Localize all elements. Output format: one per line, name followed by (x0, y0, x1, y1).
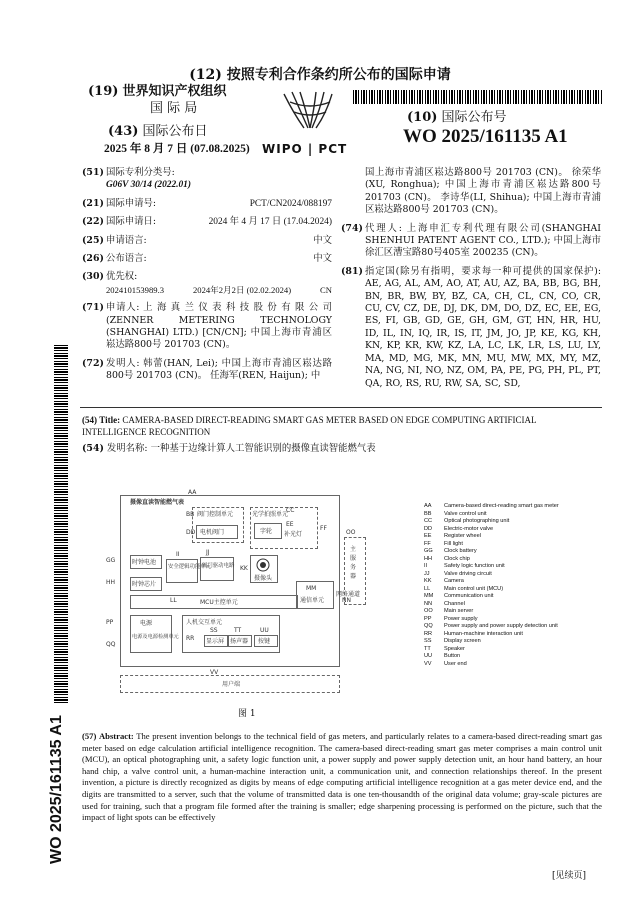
title-en-text: CAMERA-BASED DIRECT-READING SMART GAS METER BASED ON EDGE COMPUTING ARTIFICIAL INTELLIGENCE RECOGNITION (82, 415, 537, 438)
field-num: (22) (82, 216, 104, 228)
pubno-label: 国际公布号 (441, 110, 507, 125)
marker-bb: BB (186, 511, 195, 518)
legend-item (424, 548, 559, 556)
field-value: G06V 30/14 (2022.01) (106, 180, 191, 191)
title-zh (82, 443, 602, 455)
legend-item (424, 533, 559, 541)
field-71 (82, 302, 332, 352)
field-value: 2024 年 4 月 17 日 (17.04.2024) (208, 217, 332, 228)
display-label: 显示屏 (206, 638, 225, 645)
legend-item (424, 511, 559, 519)
legend-key: CC (424, 518, 433, 524)
field-num: (57) (82, 731, 97, 741)
legend-key: NN (424, 600, 433, 607)
marker-rr: RR (186, 635, 195, 642)
marker-qq: QQ (106, 641, 116, 648)
fill-light-label: 补光灯 (284, 531, 303, 538)
speaker-label: 扬声器 (230, 638, 249, 645)
field-74 (341, 223, 601, 260)
legend-value: Button (444, 653, 461, 659)
legend-key: OO (424, 608, 433, 614)
legend-key: AA (424, 503, 432, 509)
legend-item (424, 601, 559, 609)
document-title: (12) 按照专利合作条约所公布的国际申请 (189, 67, 451, 83)
marker-aa: AA (188, 489, 197, 496)
legend-value: Fill light (444, 540, 463, 547)
field-value: 中文 (313, 234, 332, 246)
wipo-logo (270, 88, 350, 148)
applicant-text: 申请人: 上 海 真 兰 仪 表 科 技 股 份 有 限 公 司 (ZENNER METERING TECHNOLOGY (SHANGHAI) LTD.) [CN/CN]; 中国上海市青浦区崧达路800号 201703 (CN)。 (106, 302, 332, 351)
field-num: (51) (82, 167, 104, 178)
legend-item (424, 593, 559, 601)
field-num: (26) (82, 253, 104, 265)
legend-item (424, 661, 559, 669)
legend-value: Speaker (444, 645, 465, 652)
power-detect-label: 电源及电源检测单元 (132, 634, 179, 640)
figure-1 (100, 485, 420, 715)
field-81 (341, 266, 601, 390)
right-column (341, 167, 601, 390)
clock-chip-label: 时钟芯片 (132, 581, 157, 588)
field-51 (82, 167, 332, 192)
legend-item (424, 578, 559, 586)
marker-ff: FF (320, 525, 327, 532)
legend-value: Main server (444, 608, 474, 614)
legend-item (424, 541, 559, 549)
field-30 (82, 271, 332, 283)
legend-item (424, 503, 559, 511)
legend-item (424, 563, 559, 571)
marker-gg: GG (106, 557, 116, 564)
legend-value: Valve driving circuit (444, 570, 492, 577)
title-en-label: Title: (99, 415, 121, 425)
legend-key: BB (424, 510, 432, 517)
register-label: 字轮 (260, 528, 273, 535)
field-num: (25) (82, 234, 104, 246)
valve-motor-label: 电机阀门 (200, 529, 225, 536)
field-num: (72) (82, 357, 104, 369)
legend-value: Clock battery (444, 548, 477, 554)
legend-key: II (424, 563, 428, 569)
pubno-label-row (407, 110, 507, 126)
field-num: (54) (82, 415, 97, 425)
legend-item (424, 586, 559, 594)
clock-battery-label: 时钟电池 (132, 559, 157, 566)
legend-value: Optical photographing unit (444, 518, 510, 524)
field-26 (82, 253, 332, 265)
optical-unit-label: 光学拍照单元 (252, 511, 289, 518)
field-num: (74) (341, 222, 363, 234)
legend-item (424, 631, 559, 639)
designated-text: 指定国(除另有指明，要求每一种可提供的国家保护): AE, AG, AL, AM, AO, AT, AU, AZ, BA, BB, BG, BH, BN, BR, BW, BY, BZ, CA, CH, CL, CN, CO, CR, CU, CV, CZ, DE, DJ, DK, DM, DO, DZ, EC, EE, EG, ES, FI, GB, GD, GE, GH, GM, GT, HN, HR, HU, ID, IL, IN, IQ, IR, IS, IT, JM, JO, JP, KE, KG, KH, KN, KP, KR, KW, KZ, LA, LC, LK, LR, LS, LU, LY, MA, MD, MG, MK, MN, MU, MW, MX, MY, MZ, NA, NG, NI, NO, NZ, OM, PA, PE, PG, PH, PL, PT, QA, RO, RS, RU, RW, SA, SC, SD, (365, 265, 601, 389)
marker-mm: MM (306, 585, 317, 592)
camera-label: 摄像头 (254, 575, 273, 582)
field-value: PCT/CN2024/088197 (249, 198, 332, 209)
org-num: (19) (88, 84, 119, 99)
field-label: 国际申请日: (106, 216, 157, 228)
channel-label: 网络通道 (336, 591, 361, 598)
field-label: 优先权: (106, 271, 138, 283)
legend-key: PP (424, 615, 432, 622)
camera-icon (256, 557, 270, 576)
legend-value: Clock chip (444, 555, 470, 562)
title-en (82, 414, 602, 439)
title-zh-label: 发明名称: (106, 443, 148, 454)
legend-value: Communication unit (444, 593, 494, 599)
valve-drive-label: 阀门驱动电路 (202, 563, 235, 569)
marker-oo: OO (346, 529, 356, 536)
legend-item (424, 638, 559, 646)
button-label: 按键 (258, 638, 271, 645)
field-label: 公布语言: (106, 253, 147, 265)
legend-item (424, 518, 559, 526)
user-end-label: 用户端 (222, 681, 241, 688)
legend-value: Human-machine interaction unit (444, 630, 523, 637)
marker-vv: VV (210, 669, 219, 676)
marker-ll: LL (170, 597, 177, 604)
legend-key: JJ (424, 570, 430, 577)
wipo-emblem-icon (270, 88, 350, 148)
legend-value: Camera-based direct-reading smart gas meter (444, 503, 559, 509)
legend-item (424, 556, 559, 564)
pubdate-label: 国际公布日 (142, 124, 208, 139)
meter-box-title: 摄像直读智能燃气表 (130, 499, 185, 506)
field-label: 申请语言: (106, 234, 147, 246)
marker-dd: DD (186, 529, 196, 536)
legend-key: FF (424, 540, 431, 547)
inventors-continued: 国上海市青浦区崧达路800号 201703 (CN)。 徐荣华(XU, Ronghua); 中国上海市青浦区崧达路800号 201703 (CN)。 李诗华(LI, Shihua); 中国上海市青浦区崧达路800号 201703 (CN)。 (365, 167, 601, 216)
legend-key: TT (424, 645, 431, 652)
pubno-num: (10) (407, 110, 438, 125)
legend-key: DD (424, 525, 433, 532)
legend-item (424, 526, 559, 534)
legend-value: Display screen (444, 638, 481, 644)
legend-item (424, 571, 559, 579)
wipo-logo-text: WIPO | PCT (262, 142, 348, 156)
valve-unit-label: 阀门控制单元 (197, 511, 234, 518)
title-zh-text: 一种基于边缘计算人工智能识别的摄像直读智能燃气表 (150, 443, 376, 454)
legend-value: Channel (444, 600, 465, 607)
inventors-text: 发明人: 韩蕾(HAN, Lei); 中国上海市青浦区崧达路800号 201703 (CN)。 任海军(REN, Haijun); 中 (106, 357, 332, 382)
marker-uu: UU (260, 627, 269, 634)
legend-value: User end (444, 660, 467, 667)
abstract (82, 731, 602, 824)
legend-value: Valve control unit (444, 510, 487, 517)
marker-ee: EE (286, 521, 294, 528)
field-num: (71) (82, 302, 104, 314)
continued-note: [见续页] (552, 871, 587, 881)
marker-hh: HH (106, 579, 116, 586)
org-name: 世界知识产权组织 (122, 84, 227, 99)
legend-key: UU (424, 653, 433, 659)
priority-number: 202410153989.3 (106, 284, 165, 295)
comm-label: 通信单元 (300, 597, 325, 604)
legend-key: KK (424, 578, 432, 584)
legend-value: Camera (444, 578, 464, 584)
field-num: (21) (82, 197, 104, 209)
field-num: (54) (82, 443, 104, 454)
field-25 (82, 235, 332, 247)
pubno-value: WO 2025/161135 A1 (403, 126, 568, 147)
legend-key: GG (424, 548, 433, 554)
legend-value: Safety logic function unit (444, 563, 505, 569)
legend-key: EE (424, 533, 432, 539)
org-block (88, 84, 227, 100)
marker-jj: JJ (206, 549, 210, 556)
power-label: 电源 (140, 620, 153, 627)
pubdate-value: 2025 年 8 月 7 日 (07.08.2025) (104, 143, 250, 155)
field-num: (30) (82, 271, 104, 283)
field-22 (82, 216, 332, 228)
legend-item (424, 646, 559, 654)
safety-label: 安全逻辑功能单元 (168, 564, 212, 570)
server-label: 主服务器 (350, 546, 357, 580)
legend-key: SS (424, 638, 432, 644)
marker-nn: NN (342, 597, 351, 604)
field-value: 中文 (313, 253, 332, 265)
hmi-label: 人机交互单元 (186, 619, 223, 626)
abstract-label: Abstract: (98, 731, 134, 741)
priority-country: CN (320, 284, 332, 295)
legend-key: MM (424, 593, 434, 599)
pubdate-num: (43) (108, 124, 139, 139)
priority-row (82, 284, 332, 296)
legend-item (424, 623, 559, 631)
marker-ss: SS (210, 627, 218, 634)
figure-caption: 图 1 (238, 709, 256, 719)
barcode-top (353, 90, 603, 104)
field-label: 国际专利分类号: (106, 167, 175, 178)
field-num: (81) (341, 265, 363, 277)
legend-item (424, 653, 559, 661)
marker-cc: CC (286, 507, 295, 514)
mcu-label: MCU主控单元 (200, 599, 238, 606)
legend-value: Power supply (444, 615, 478, 622)
legend-key: LL (424, 585, 431, 592)
side-pub-number: WO 2025/161135 A1 (48, 715, 65, 864)
figure-legend (424, 503, 559, 668)
marker-tt: TT (234, 627, 242, 634)
marker-pp: PP (106, 619, 114, 626)
legend-value: Main control unit (MCU) (444, 585, 504, 592)
legend-value: Register wheel (444, 533, 481, 539)
field-label: 国际申请号: (106, 197, 157, 209)
legend-item (424, 616, 559, 624)
priority-date: 2024年2月2日 (02.02.2024) (192, 284, 292, 295)
legend-value: Electric-motor valve (444, 525, 494, 532)
field-21 (82, 198, 332, 210)
legend-key: HH (424, 555, 433, 562)
marker-ii: II (176, 551, 180, 558)
field-72 (82, 358, 332, 383)
abstract-text: The present invention belongs to the technical field of gas meters, and particularly relates to a camera-based direct-reading smart gas meter based on edge calculation artificial intelligence recognition. The camera-based direct-reading smart gas meter comprises a main control unit (MCU), an optical photographing unit, a safety logic function unit, a power supply and power supply detection unit, an hour hand battery, an hour hand chip, a valve control unit, a human-machine interaction unit, a communication unit, and connection relationships thereof. In the present invention, a picture is directly recognized as digits by means of edge computing artificial intelligence recognition at a gas meter device end, and the digits are transmitted to a server, such that the volume of transmitted data is one ten-thousandth of the original data volume; gray-scale pictures are used for training, such that a program file formed after the training is smaller; edge sharpening processing is performed on the picture, such that the impact of light spots can be effectively (82, 731, 602, 823)
org-bureau: 国 际 局 (150, 101, 198, 116)
legend-item (424, 608, 559, 616)
agent-text: 代理人: 上海申汇专利代理有限公司(SHANGHAI SHENHUI PATENT AGENT CO., LTD.); 中国上海市徐汇区漕宝路80号405室 200235 (CN)。 (365, 222, 601, 259)
pubdate-label-row (108, 124, 208, 140)
legend-value: Power supply and power supply detection unit (444, 623, 558, 629)
legend-key: QQ (424, 623, 433, 629)
marker-kk: KK (240, 565, 248, 572)
left-column (82, 167, 332, 383)
legend-key: RR (424, 630, 433, 637)
legend-key: VV (424, 660, 432, 667)
